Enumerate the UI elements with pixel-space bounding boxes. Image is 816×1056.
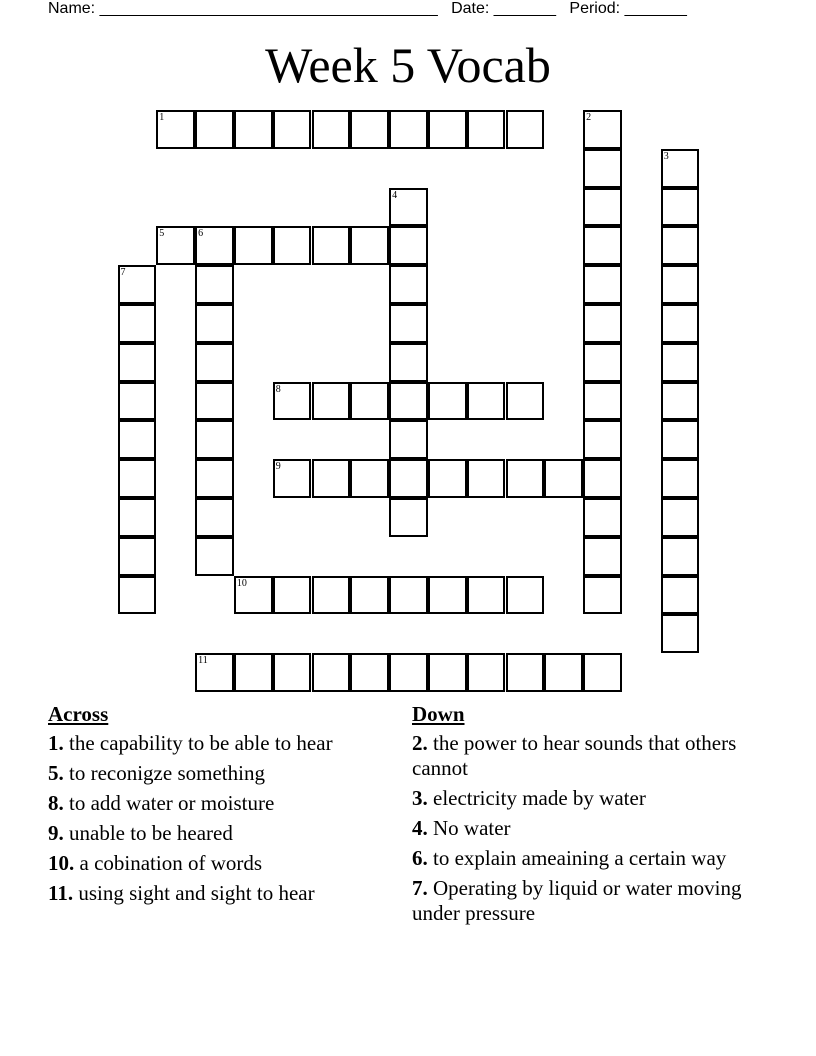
clue-down	[412, 731, 742, 781]
clue-text: to explain ameaining a certain way	[427, 846, 727, 870]
clue-number: 11.	[48, 881, 74, 905]
crossword-cell[interactable]	[467, 459, 506, 498]
crossword-cell[interactable]	[195, 653, 234, 692]
clue-text: unable to be heared	[63, 821, 233, 845]
crossword-cell[interactable]	[195, 110, 234, 149]
crossword-cell[interactable]	[234, 576, 273, 615]
clue-number-label: 7	[120, 267, 126, 279]
crossword-cell[interactable]	[312, 110, 351, 149]
crossword-cell[interactable]	[312, 382, 351, 421]
crossword-cell[interactable]	[661, 537, 700, 576]
date-blank[interactable]: _______	[493, 0, 557, 17]
crossword-cell[interactable]	[195, 537, 234, 576]
clue-across	[48, 821, 388, 846]
crossword-cell[interactable]	[661, 498, 700, 537]
clue-across	[48, 881, 388, 906]
clue-number: 9.	[48, 821, 64, 845]
crossword-cell[interactable]	[156, 110, 195, 149]
crossword-cell[interactable]	[661, 614, 700, 653]
period-label: Period:	[569, 0, 621, 17]
crossword-cell[interactable]	[350, 459, 389, 498]
crossword-cell[interactable]	[118, 343, 157, 382]
crossword-cell[interactable]	[195, 226, 234, 265]
crossword-cell[interactable]	[583, 149, 622, 188]
crossword-cell[interactable]	[583, 188, 622, 227]
crossword-cell[interactable]	[273, 459, 312, 498]
crossword-cell[interactable]	[195, 459, 234, 498]
crossword-cell[interactable]	[156, 226, 195, 265]
crossword-cell[interactable]	[467, 110, 506, 149]
crossword-cell[interactable]	[350, 653, 389, 692]
clue-number-label: 10	[236, 577, 247, 589]
crossword-cell[interactable]	[583, 576, 622, 615]
clue-text: a cobination of words	[74, 851, 263, 875]
crossword-cell[interactable]	[195, 265, 234, 304]
crossword-cell[interactable]	[273, 110, 312, 149]
crossword-cell[interactable]	[661, 576, 700, 615]
crossword-cell[interactable]	[273, 576, 312, 615]
clue-number: 3.	[412, 786, 428, 810]
crossword-cell[interactable]	[389, 343, 428, 382]
crossword-cell[interactable]	[312, 226, 351, 265]
crossword-cell[interactable]	[350, 110, 389, 149]
clue-text: electricity made by water	[427, 786, 646, 810]
crossword-cell[interactable]	[661, 304, 700, 343]
crossword-cell[interactable]	[544, 459, 583, 498]
crossword-cell[interactable]	[428, 382, 467, 421]
crossword-cell[interactable]	[467, 576, 506, 615]
crossword-cell[interactable]	[195, 382, 234, 421]
crossword-cell[interactable]	[195, 498, 234, 537]
clue-number: 4.	[412, 816, 428, 840]
crossword-cell[interactable]	[428, 576, 467, 615]
crossword-cell[interactable]	[389, 110, 428, 149]
crossword-cell[interactable]	[583, 226, 622, 265]
crossword-cell[interactable]	[195, 304, 234, 343]
clue-across	[48, 731, 388, 756]
crossword-cell[interactable]	[312, 576, 351, 615]
crossword-cell[interactable]	[428, 110, 467, 149]
clue-number: 5.	[48, 761, 64, 785]
crossword-cell[interactable]	[195, 343, 234, 382]
crossword-cell[interactable]	[273, 382, 312, 421]
clue-text: the capability to be able to hear	[63, 731, 333, 755]
clue-number-label: 11	[198, 655, 208, 667]
clue-number: 7.	[412, 876, 428, 900]
crossword-cell[interactable]	[118, 459, 157, 498]
crossword-cell[interactable]	[661, 188, 700, 227]
clue-down	[412, 816, 742, 841]
crossword-cell[interactable]	[583, 537, 622, 576]
clue-number-label: 1	[159, 112, 165, 123]
crossword-cell[interactable]	[583, 498, 622, 537]
date-label: Date:	[451, 0, 490, 17]
crossword-cell[interactable]	[506, 110, 545, 149]
clue-text: to add water or moisture	[63, 791, 275, 815]
down-heading: Down	[412, 702, 465, 726]
crossword-cell[interactable]	[195, 420, 234, 459]
crossword-cell[interactable]	[428, 459, 467, 498]
clue-number-label: 5	[159, 228, 165, 240]
clue-down	[412, 786, 742, 811]
crossword-cell[interactable]	[661, 420, 700, 459]
crossword-cell[interactable]	[583, 265, 622, 304]
clue-number-label: 8	[275, 383, 281, 395]
crossword-cell[interactable]	[467, 653, 506, 692]
crossword-cell[interactable]	[389, 188, 428, 227]
clue-number-label: 4	[392, 189, 398, 201]
crossword-cell[interactable]	[389, 420, 428, 459]
clue-text: the power to hear sounds that others cannot	[412, 731, 737, 780]
crossword-cell[interactable]	[544, 653, 583, 692]
name-label: Name:	[48, 0, 96, 17]
crossword-cell[interactable]	[118, 265, 157, 304]
clue-text: to reconigze something	[63, 761, 265, 785]
crossword-cell[interactable]	[583, 653, 622, 692]
crossword-cell[interactable]	[583, 110, 622, 149]
crossword-cell[interactable]	[661, 382, 700, 421]
clue-number-label: 9	[275, 461, 281, 473]
crossword-cell[interactable]	[506, 576, 545, 615]
crossword-cell[interactable]	[312, 653, 351, 692]
crossword-cell[interactable]	[583, 459, 622, 498]
crossword-cell[interactable]	[428, 653, 467, 692]
crossword-cell[interactable]	[118, 498, 157, 537]
crossword-cell[interactable]	[350, 382, 389, 421]
name-blank[interactable]: ______________________________________	[99, 0, 438, 17]
crossword-cell[interactable]	[389, 265, 428, 304]
crossword-cell[interactable]	[506, 459, 545, 498]
crossword-cell[interactable]	[389, 304, 428, 343]
crossword-cell[interactable]	[234, 226, 273, 265]
crossword-cell[interactable]	[234, 110, 273, 149]
clue-number-label: 6	[198, 228, 204, 240]
clue-across	[48, 851, 388, 876]
crossword-cell[interactable]	[661, 459, 700, 498]
clue-text: No water	[427, 816, 511, 840]
crossword-cell[interactable]	[350, 576, 389, 615]
clue-number: 2.	[412, 731, 428, 755]
crossword-cell[interactable]	[350, 226, 389, 265]
crossword-cell[interactable]	[661, 343, 700, 382]
crossword-cell[interactable]	[118, 382, 157, 421]
crossword-cell[interactable]	[661, 226, 700, 265]
crossword-cell[interactable]	[118, 537, 157, 576]
crossword-cell[interactable]	[118, 576, 157, 615]
clue-number: 6.	[412, 846, 428, 870]
clue-number: 8.	[48, 791, 64, 815]
crossword-cell[interactable]	[118, 420, 157, 459]
down-clues	[412, 702, 742, 931]
crossword-cell[interactable]	[273, 653, 312, 692]
crossword-cell[interactable]	[312, 459, 351, 498]
crossword-cell[interactable]	[583, 304, 622, 343]
crossword-cell[interactable]	[661, 265, 700, 304]
clue-number: 10.	[48, 851, 75, 875]
crossword-cell[interactable]	[389, 576, 428, 615]
crossword-cell[interactable]	[506, 382, 545, 421]
crossword-cell[interactable]	[661, 149, 700, 188]
clue-number-label: 2	[586, 112, 592, 123]
crossword-cell[interactable]	[583, 420, 622, 459]
crossword-cell[interactable]	[506, 653, 545, 692]
crossword-cell[interactable]	[389, 459, 428, 498]
clue-text: using sight and sight to hear	[73, 881, 315, 905]
clue-text: Operating by liquid or water moving under pressure	[412, 876, 742, 925]
period-blank[interactable]: _______	[624, 0, 687, 17]
across-heading: Across	[48, 702, 109, 726]
clue-across	[48, 761, 388, 786]
crossword-cell[interactable]	[389, 498, 428, 537]
crossword-cell[interactable]	[273, 226, 312, 265]
crossword-cell[interactable]	[389, 226, 428, 265]
crossword-cell[interactable]	[583, 382, 622, 421]
across-clues	[48, 702, 388, 911]
crossword-cell[interactable]	[234, 653, 273, 692]
crossword-cell[interactable]	[118, 304, 157, 343]
crossword-cell[interactable]	[583, 343, 622, 382]
clue-number: 1.	[48, 731, 64, 755]
page-title: Week 5 Vocab	[265, 37, 551, 93]
crossword-cell[interactable]	[467, 382, 506, 421]
clue-down	[412, 876, 742, 926]
crossword-cell[interactable]	[389, 653, 428, 692]
clue-down	[412, 846, 742, 871]
crossword-cell[interactable]	[389, 382, 428, 421]
clue-across	[48, 791, 388, 816]
clue-number-label: 3	[663, 150, 669, 162]
